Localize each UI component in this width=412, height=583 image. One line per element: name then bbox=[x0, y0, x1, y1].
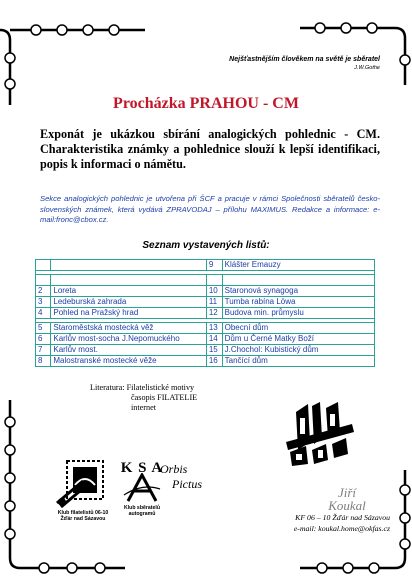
club-address: KF 06 – 10 Žďár nad Sázavou bbox=[295, 513, 390, 522]
sheet-title: Tančící dům bbox=[222, 356, 374, 367]
sheet-list-table bbox=[35, 259, 375, 367]
autograph-club-letters: K S A bbox=[120, 460, 164, 476]
sheet-title: Loreta bbox=[51, 286, 206, 297]
sheet-title bbox=[51, 275, 206, 286]
sheet-number: 6 bbox=[36, 334, 51, 345]
sheet-number: 3 bbox=[36, 297, 51, 308]
sheet-title: Tumba rabína Löwa bbox=[222, 297, 374, 308]
table-row bbox=[36, 334, 375, 345]
autograph-club-caption: Klub sběratelů bbox=[123, 505, 161, 511]
sheet-number: 10 bbox=[206, 286, 222, 297]
fila-tarsic-logo bbox=[282, 402, 362, 472]
sheet-number: 7 bbox=[36, 345, 51, 356]
page-title: Procházka PRAHOU - CM bbox=[113, 95, 299, 112]
sheet-number: 11 bbox=[206, 297, 222, 308]
sheet-title: Staroměstská mostecká věž bbox=[51, 323, 206, 334]
sheet-number: 15 bbox=[206, 345, 222, 356]
sheet-number: 9 bbox=[206, 260, 222, 271]
sheet-number: 12 bbox=[206, 308, 222, 319]
table-row bbox=[36, 356, 375, 367]
perforation-top-left bbox=[0, 0, 150, 110]
autograph-club-caption: autogramů bbox=[128, 511, 156, 518]
table-row bbox=[36, 297, 375, 308]
sheet-number bbox=[36, 275, 51, 286]
sheet-title: Dům u Černé Matky Boží bbox=[222, 334, 374, 345]
club-philatelists-caption: Klub filatelistů 06-10 bbox=[57, 510, 109, 516]
table-row bbox=[36, 345, 375, 356]
table-row bbox=[36, 286, 375, 297]
literature-line: časopis FILATELIE bbox=[131, 393, 198, 402]
sheet-number bbox=[206, 275, 222, 286]
sheet-number bbox=[36, 260, 51, 271]
sheet-title: J.Chochol: Kubistický dům bbox=[222, 345, 374, 356]
literature-line: Filatelistické motivy bbox=[126, 383, 195, 392]
sheet-title: Staronová synagoga bbox=[222, 286, 374, 297]
contact-email: e-mail: koukal.home@okfas.cz bbox=[293, 523, 390, 533]
sheet-title bbox=[51, 260, 206, 271]
contact-block bbox=[240, 513, 390, 534]
literature-label: Literatura: bbox=[90, 383, 125, 392]
table-row bbox=[36, 308, 375, 319]
signature-line: Koukal bbox=[328, 498, 366, 513]
sheet-title: Malostranské mostecké věže bbox=[51, 356, 206, 367]
autograph-a-icon bbox=[122, 473, 162, 503]
orbis-pictus-logo bbox=[160, 462, 202, 492]
sheet-title bbox=[222, 275, 374, 286]
sheet-title: Ledeburská zahrada bbox=[51, 297, 206, 308]
quote-text: Nejšťastnějším člověkem na světě je sběratel bbox=[229, 56, 380, 63]
quote-author: J.W.Gothe bbox=[354, 65, 380, 71]
signature-line: Jiří bbox=[337, 485, 357, 500]
section-info-paragraph: Sekce analogických pohlednic je utvořena při ŠCF a pracuje v rámci Společnosti sběratelů česko-slovenských známek, která vydává ZPRAVODAJ – přílohu MAXIMUS. Redakce a informace: e-mail:fronc@cbox.cz. bbox=[40, 194, 380, 224]
collector-quote bbox=[170, 55, 380, 73]
club-philatelists-caption: Žďár nad Sázavou bbox=[60, 516, 106, 523]
sheet-title: Karlův most-socha J.Nepomuckého bbox=[51, 334, 206, 345]
literature-block bbox=[90, 383, 197, 413]
stamp-tweezers-icon bbox=[53, 455, 113, 510]
sheet-title: Pohled na Pražský hrad bbox=[51, 308, 206, 319]
sheet-title: Karlův most. bbox=[51, 345, 206, 356]
literature-line: internet bbox=[131, 403, 157, 412]
sheet-number: 8 bbox=[36, 356, 51, 367]
sheet-number: 4 bbox=[36, 308, 51, 319]
intro-paragraph: Exponát je ukázkou sbírání analogických pohlednic - CM. Charakteristika známky a pohlednice slouží k lepší identifikaci, popis k informaci o námětu. bbox=[40, 127, 380, 171]
sheet-number: 16 bbox=[206, 356, 222, 367]
sheet-list-heading: Seznam vystavených listů: bbox=[142, 240, 270, 251]
sheet-title: Klášter Emauzy bbox=[222, 260, 374, 271]
sheet-number: 13 bbox=[206, 323, 222, 334]
club-philatelists-logo bbox=[48, 455, 118, 523]
sheet-number: 14 bbox=[206, 334, 222, 345]
orbis-line: Orbis bbox=[160, 462, 188, 476]
fila-tarsic-emblem-icon bbox=[282, 402, 362, 467]
sheet-title: Budova min. průmyslu bbox=[222, 308, 374, 319]
signature bbox=[312, 486, 382, 512]
pictus-line: Pictus bbox=[172, 477, 202, 491]
table-row bbox=[36, 323, 375, 334]
table-row bbox=[36, 275, 375, 286]
sheet-title: Obecní dům bbox=[222, 323, 374, 334]
table-row bbox=[36, 260, 375, 271]
sheet-number: 2 bbox=[36, 286, 51, 297]
sheet-number: 5 bbox=[36, 323, 51, 334]
